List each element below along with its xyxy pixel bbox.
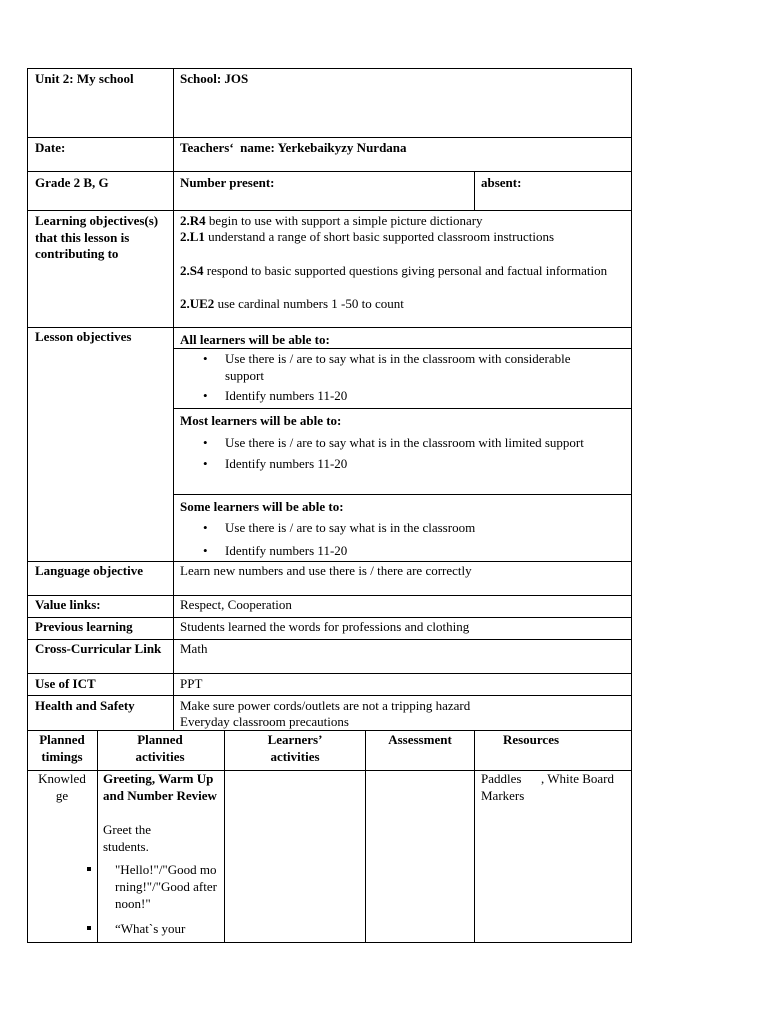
health-safety-label: Health and Safety: [35, 698, 135, 713]
value-links-value: Respect, Cooperation: [180, 597, 292, 612]
ict-label: Use of ICT: [35, 676, 96, 691]
col-resources: Resources: [502, 732, 560, 747]
list-item: • Identify numbers 11-20: [180, 456, 610, 473]
learning-objective-item: [180, 296, 625, 313]
grade-label: Grade 2 B, G: [35, 175, 109, 190]
resources-value: Paddles , White Board Markers: [481, 771, 618, 803]
list-item: • Identify numbers 11-20: [180, 543, 620, 560]
list-item: "Hello!"/"Good morning!"/"Good afternoon!": [100, 861, 220, 912]
col-planned-timings: Planned timings: [39, 732, 85, 764]
lesson-objectives-label: Lesson objectives: [35, 329, 132, 344]
language-objective-value: Learn new numbers and use there is / there are correctly: [180, 563, 472, 578]
planned-timing: Knowledge: [38, 771, 86, 803]
health-safety-line-1: Make sure power cords/outlets are not a tripping hazard: [180, 698, 471, 713]
list-item: • Use there is / are to say what is in the classroom with limited support: [180, 435, 610, 452]
activity-title: Greeting, Warm Up and Number Review: [103, 771, 217, 803]
objective-text: begin to use with support a simple picture dictionary: [205, 213, 483, 228]
objective-code: 2.R4: [180, 213, 206, 228]
objective-code: 2.UE2: [180, 296, 215, 311]
previous-learning-label: Previous learning: [35, 619, 133, 634]
list-item: • Use there is / are to say what is in the classroom: [180, 520, 620, 537]
col-learners-activities: Learners’ activities: [267, 732, 323, 764]
cross-curricular-value: Math: [180, 641, 208, 656]
cross-curricular-label: Cross-Curricular Link: [35, 641, 162, 656]
number-present-label: Number present:: [180, 175, 275, 190]
objective-text: understand a range of short basic supported classroom instructions: [204, 229, 555, 244]
col-planned-activities: Planned activities: [135, 732, 185, 764]
date-label: Date:: [35, 140, 66, 155]
school-label: School: JOS: [180, 71, 249, 86]
most-learners-heading: Most learners will be able to:: [180, 413, 342, 428]
list-item: • Identify numbers 11-20: [180, 388, 580, 405]
most-learners-list: [180, 435, 610, 472]
objective-text: use cardinal numbers 1 -50 to count: [214, 296, 404, 311]
learning-objective-item: [180, 213, 625, 230]
ict-value: PPT: [180, 676, 203, 691]
absent-label: absent:: [481, 175, 522, 190]
some-learners-heading: Some learners will be able to:: [180, 499, 344, 514]
language-objective-label: Language objective: [35, 563, 143, 578]
objective-code: 2.L1: [180, 229, 205, 244]
all-learners-heading: All learners will be able to:: [180, 332, 330, 347]
previous-learning-value: Students learned the words for professions and clothing: [180, 619, 470, 634]
learning-objective-item: [180, 229, 600, 246]
objective-text: respond to basic supported questions giving personal and factual information: [203, 263, 608, 278]
unit-label: Unit 2: My school: [35, 71, 134, 86]
all-learners-list: [180, 351, 580, 405]
list-item: “What`s your: [100, 920, 220, 937]
activity-intro: Greet the students.: [103, 822, 152, 854]
objective-code: 2.S4: [180, 263, 204, 278]
learning-objective-item: [180, 263, 625, 280]
value-links-label: Value links:: [35, 597, 101, 612]
teacher-name: Teachers‘ name: Yerkebaikyzy Nurdana: [180, 140, 407, 155]
health-safety-line-2: Everyday classroom precautions: [180, 714, 349, 729]
col-assessment: Assessment: [388, 732, 452, 747]
activity-list: [100, 861, 220, 937]
learning-objectives-label: Learning objectives(s) that this lesson is contributing to: [35, 213, 159, 261]
some-learners-list: [180, 520, 620, 559]
list-item: • Use there is / are to say what is in the classroom with considerable support: [180, 351, 580, 384]
